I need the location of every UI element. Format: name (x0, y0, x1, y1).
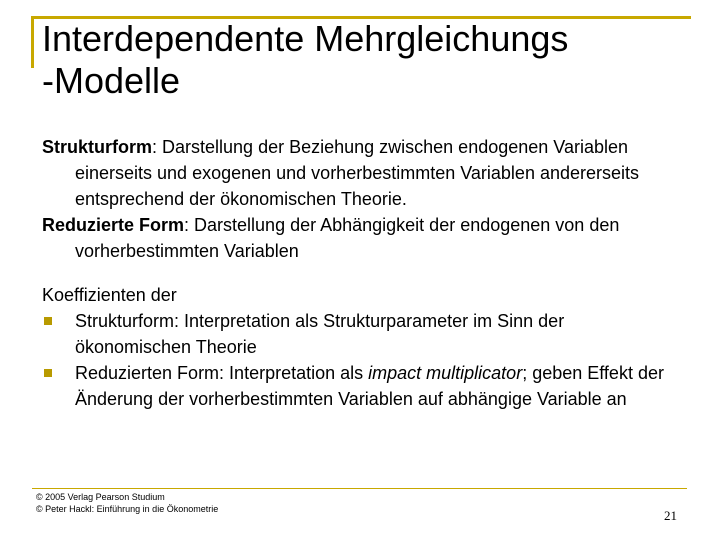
slide-content (42, 134, 682, 412)
coefficients-heading: Koeffizienten der (42, 285, 177, 305)
title-frame-left-line (31, 16, 34, 68)
paragraph-gap (42, 264, 682, 282)
slide-title-line-1: Interdependente Mehrgleichungs (42, 18, 569, 59)
reduced-form-definition (42, 212, 682, 264)
bullet-text-reduced-italic: impact multiplicator (368, 363, 523, 383)
bullet-item-structural (42, 308, 682, 360)
bullet-text-structural: Strukturform: Interpretation als Strukturparameter im Sinn der ökonomischen Theorie (75, 311, 565, 357)
page-number: 21 (664, 508, 677, 523)
reduced-form-term: Reduzierte Form (42, 215, 185, 235)
reduced-form-text: : Darstellung der Abhängigkeit der endogenen von den vorherbestimmten Variablen (75, 215, 620, 261)
slide-title (42, 18, 692, 102)
footer-copyright (36, 491, 218, 515)
footer-line-publisher: © 2005 Verlag Pearson Studium (36, 492, 165, 502)
footer-line-author: © Peter Hackl: Einführung in die Ökonometrie (36, 504, 219, 514)
structural-form-term: Strukturform (42, 137, 153, 157)
footer-divider-line (32, 488, 687, 489)
structural-form-text: : Darstellung der Beziehung zwischen endogenen Variablen einerseits und exogenen und vorherbestimmten Variablen andererseits entsprechend der ökonomischen Theorie. (75, 137, 640, 209)
square-bullet-icon (44, 317, 52, 325)
bullet-item-reduced (42, 360, 682, 412)
bullet-text-reduced-after: ; geben Effekt der Änderung der vorherbestimmten Variablen auf abhängige Variable an (75, 363, 664, 409)
bullet-text-reduced-before: Reduzierten Form: Interpretation als (75, 363, 369, 383)
structural-form-definition (42, 134, 682, 212)
square-bullet-icon (44, 369, 52, 377)
slide-title-line-2: -Modelle (42, 60, 181, 101)
